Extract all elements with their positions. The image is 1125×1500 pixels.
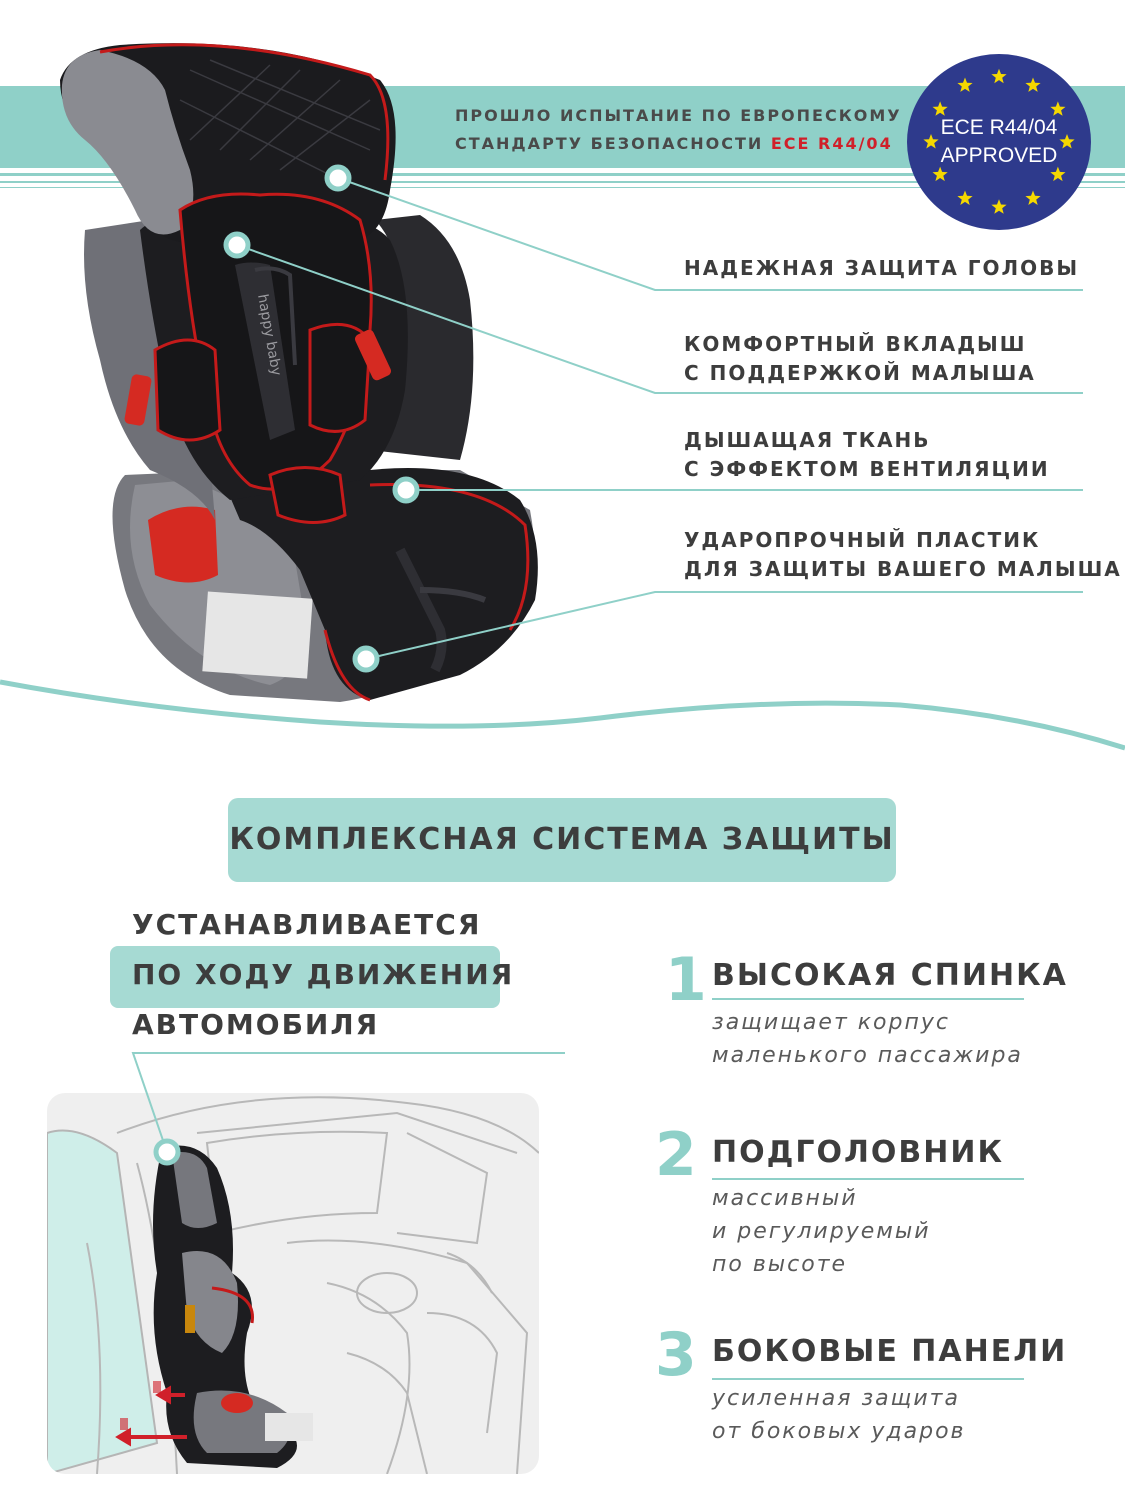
wave-divider (0, 670, 1125, 760)
feature-impact-plastic: УДАРОПРОЧНЫЙ ПЛАСТИК ДЛЯ ЗАЩИТЫ ВАШЕГО МАЛЫША (684, 528, 1122, 581)
item-title-1: ВЫСОКАЯ СПИНКА (712, 958, 1068, 993)
item-title-3: БОКОВЫЕ ПАНЕЛИ (712, 1334, 1068, 1369)
standard-caption-line1: ПРОШЛО ИСПЫТАНИЕ ПО ЕВРОПЕСКОМУ (455, 106, 902, 125)
feature-breathable-fabric: ДЫШАЩАЯ ТКАНЬ С ЭФФЕКТОМ ВЕНТИЛЯЦИИ (684, 428, 1050, 481)
item-underline-1 (712, 998, 1024, 1000)
section-title: КОМПЛЕКСНАЯ СИСТЕМА ЗАЩИТЫ (229, 822, 895, 857)
section-title-box (228, 798, 896, 882)
item-desc-2: массивный и регулируемый по высоте (712, 1186, 931, 1277)
item-number-1: 1 (665, 945, 707, 1015)
standard-caption-line2: СТАНДАРТУ БЕЗОПАСНОСТИ (455, 134, 771, 153)
item-number-3: 3 (655, 1320, 697, 1390)
standard-code: ECE R44/04 (770, 134, 893, 153)
badge-line2: APPROVED (940, 144, 1058, 167)
badge-line1: ECE R44/04 (940, 116, 1058, 139)
install-connector (0, 1040, 600, 1180)
feature-comfort-insert: КОМФОРТНЫЙ ВКЛАДЫШ С ПОДДЕРЖКОЙ МАЛЫША (684, 332, 1036, 385)
harness-pad-text: happy baby (254, 292, 285, 378)
install-line2: ПО ХОДУ ДВИЖЕНИЯ (132, 958, 515, 991)
item-title-2: ПОДГОЛОВНИК (712, 1135, 1004, 1170)
feature-head-protection: НАДЕЖНАЯ ЗАЩИТА ГОЛОВЫ (684, 256, 1080, 280)
item-underline-3 (712, 1378, 1024, 1380)
item-desc-3: усиленная защита от боковых ударов (712, 1386, 966, 1444)
item-number-2: 2 (655, 1120, 697, 1190)
item-desc-1: защищает корпус маленького пассажира (712, 1010, 1023, 1068)
install-line3: АВТОМОБИЛЯ (132, 1008, 380, 1041)
item-underline-2 (712, 1178, 1024, 1180)
install-line1: УСТАНАВЛИВАЕТСЯ (132, 908, 482, 941)
